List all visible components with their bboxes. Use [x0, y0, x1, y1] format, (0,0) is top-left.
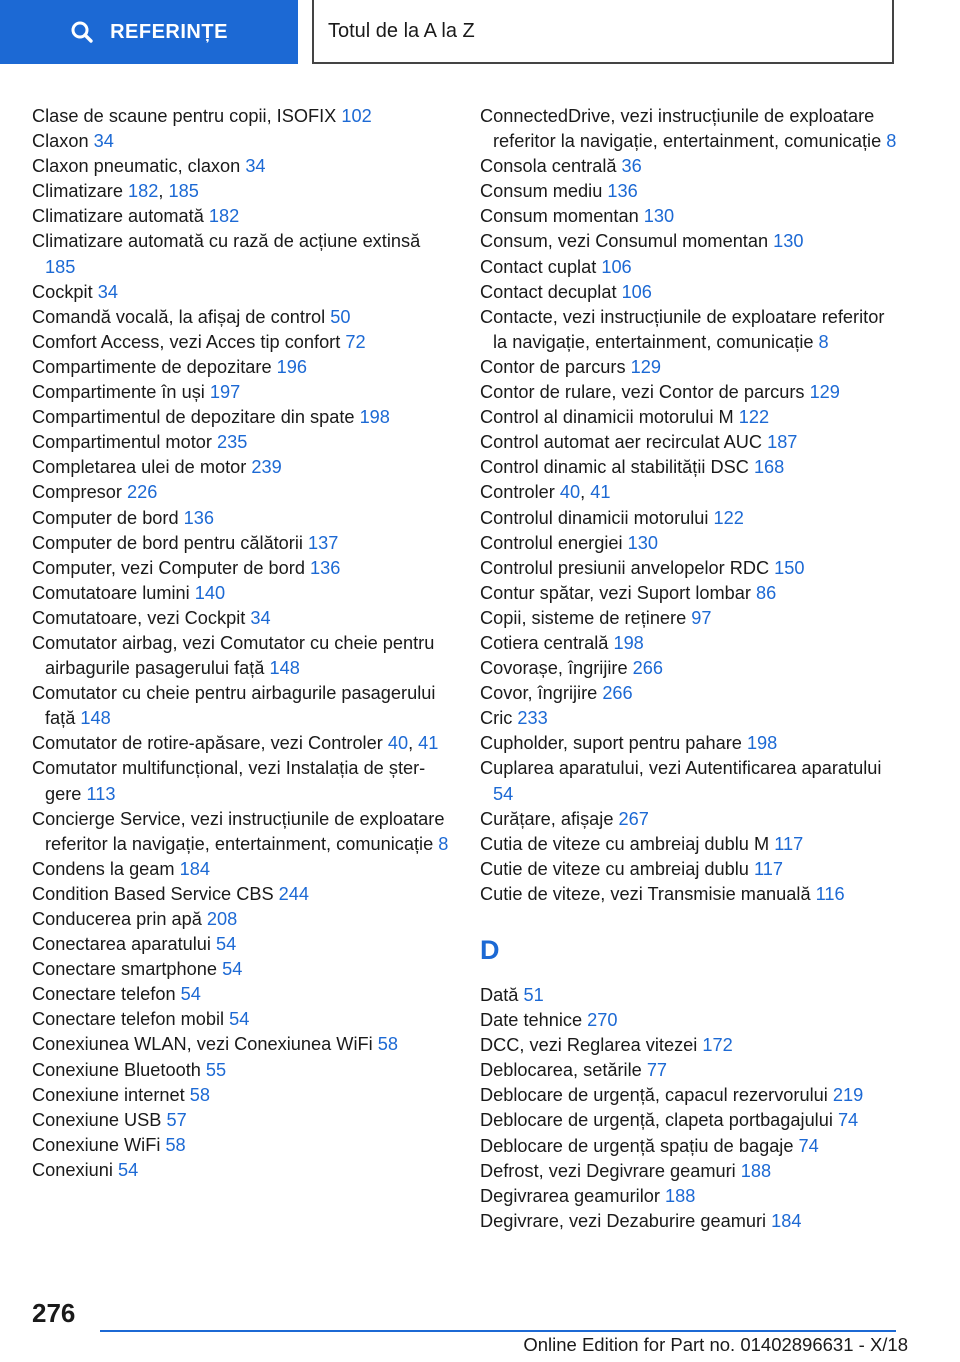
index-entry-term: Cotiera centrală — [480, 632, 614, 653]
page-link[interactable]: 196 — [276, 356, 308, 377]
index-entry-term: Comandă vocală, la afișaj de control — [32, 306, 331, 327]
index-entry-term: Cuplarea aparatului, vezi Autentificarea aparatului — [480, 758, 882, 779]
index-entry-term: Conexiuni — [32, 1159, 118, 1180]
page-link[interactable]: 34 — [245, 156, 266, 177]
index-entry — [480, 1134, 898, 1159]
page-link[interactable]: 226 — [127, 482, 158, 503]
index-entry — [480, 681, 898, 706]
index-entry-term: Controlul presiunii anvelopelor RDC — [480, 557, 775, 578]
page-link[interactable]: 168 — [753, 457, 785, 478]
index-entry — [480, 104, 898, 154]
index-entry — [32, 430, 450, 455]
page-link[interactable]: 188 — [740, 1160, 772, 1181]
index-entry — [480, 631, 898, 656]
page-link[interactable]: 148 — [269, 658, 300, 679]
index-entry-term: Condition Based Service CBS — [32, 883, 279, 904]
index-entry — [480, 1058, 898, 1083]
index-entry-term: Cupholder, suport pentru pahare — [480, 733, 747, 754]
page-link[interactable]: 86 — [755, 582, 777, 603]
page-link[interactable]: 54 — [222, 959, 243, 980]
index-entry — [480, 656, 898, 681]
index-entry-term: Curățare, afișaje — [480, 808, 619, 829]
index-entry-term: Computer de bord pentru călătorii — [32, 532, 308, 553]
footer-edition: Online Edition for Part no. 01402896631 - X/18 — [523, 1334, 908, 1355]
page-link[interactable]: 136 — [183, 507, 215, 528]
page-link[interactable]: 129 — [630, 356, 661, 377]
index-entry — [480, 731, 898, 756]
index-entry — [480, 1159, 898, 1184]
page-link[interactable]: 122 — [738, 407, 770, 428]
page-link[interactable]: 235 — [216, 432, 248, 453]
index-entry-term: Control dinamic al stabilității DSC — [480, 457, 754, 478]
page-link[interactable]: 122 — [713, 507, 744, 528]
index-entry — [32, 756, 450, 806]
index-entry — [480, 807, 898, 832]
index-entry — [480, 1008, 898, 1033]
index-entry — [32, 957, 450, 982]
page-link[interactable]: 40 — [387, 733, 409, 754]
index-entry — [480, 756, 898, 806]
index-entry-term: Comfort Access, vezi Acces tip confort — [32, 331, 346, 352]
index-entry-term: Consola centrală — [480, 156, 622, 177]
page-link[interactable]: 36 — [621, 156, 642, 177]
index-group-d — [480, 983, 898, 1234]
page-link[interactable]: 239 — [251, 457, 282, 478]
index-entry-term: Controlul energiei — [480, 532, 628, 553]
page-link[interactable]: 129 — [809, 382, 840, 403]
page-link[interactable]: 34 — [250, 607, 271, 628]
index-entry — [480, 455, 898, 480]
page-link[interactable]: 182 — [208, 206, 240, 227]
page-link[interactable]: 51 — [523, 985, 544, 1005]
index-entry-term: Deblocare de urgență, clapeta portbagajului — [480, 1110, 838, 1131]
index-entry-term: Climatizare automată cu rază de acțiune extinsă — [32, 231, 421, 252]
page-link[interactable]: 198 — [359, 407, 390, 428]
index-entry — [32, 380, 450, 405]
index-entry-term: Compartimentul de depozitare din spate — [32, 407, 360, 428]
index-entry-term: Contor de rulare, vezi Contor de parcurs — [480, 382, 810, 403]
index-entry: Controler 40, 41 — [480, 482, 611, 503]
index-entry — [32, 305, 450, 330]
page-link[interactable]: 172 — [702, 1035, 733, 1056]
index-entry-term: Comutator de rotire-apăsare, vezi Controler — [32, 733, 388, 754]
index-entry-term: Conectare telefon mobil — [32, 1009, 230, 1030]
page-link[interactable]: 270 — [587, 1010, 618, 1031]
page-link[interactable]: 8 — [818, 331, 829, 352]
index-entry — [480, 430, 898, 455]
index-entry-term: Control al dinamicii motorului M — [480, 407, 739, 428]
page-link[interactable]: 266 — [632, 658, 663, 679]
index-column-left — [32, 104, 450, 1183]
index-entry-term: Conectare telefon — [32, 984, 181, 1005]
index-entry — [480, 204, 898, 229]
index-entry-term: Consum momentan — [480, 206, 644, 227]
index-entry — [32, 907, 450, 932]
page-link[interactable]: 137 — [308, 532, 339, 553]
index-entry-term: Controlul dinamicii motorului — [480, 507, 714, 528]
index-entry-term: Conducerea prin apă — [32, 909, 207, 929]
page-link[interactable]: 116 — [815, 883, 845, 904]
page-link[interactable]: 182 — [128, 181, 159, 202]
index-entry-term: Contact cuplat — [480, 256, 602, 277]
page-link[interactable]: 117 — [753, 858, 783, 879]
index-entry — [32, 581, 450, 606]
index-entry-term: Degivrare, vezi Dezaburire geamuri — [480, 1210, 772, 1231]
page-link[interactable]: 77 — [646, 1060, 668, 1081]
page-link[interactable]: 197 — [209, 382, 241, 403]
index-entry — [480, 1184, 898, 1209]
tab-a-to-z[interactable] — [312, 0, 894, 64]
index-entry — [32, 355, 450, 380]
index-entry-term: Claxon — [32, 131, 94, 152]
index-entry-term: Cutia de viteze cu ambreiaj dublu M — [480, 833, 775, 854]
index-entry-term: Contact decuplat — [480, 281, 622, 302]
index-entry — [32, 1158, 450, 1183]
index-entry-term: Defrost, vezi Degivrare geamuri — [480, 1160, 741, 1181]
page-link[interactable]: 41 — [418, 733, 439, 754]
page-number: 276 — [32, 1298, 76, 1328]
index-entry — [480, 832, 898, 857]
index-entry — [480, 882, 898, 907]
tab-references[interactable] — [0, 0, 298, 64]
page-link[interactable]: 187 — [767, 432, 798, 453]
page-link[interactable]: 40 — [559, 482, 581, 503]
tab-references-label: REFERINȚE — [110, 20, 228, 43]
page-link[interactable]: 54 — [117, 1159, 139, 1180]
index-entry — [32, 556, 450, 581]
index-entry — [480, 1108, 898, 1133]
index-entry-term: Conexiune internet — [32, 1084, 190, 1105]
index-entry-term: Compartimente în uși — [32, 382, 210, 403]
index-entry — [32, 1058, 450, 1083]
index-entry — [32, 280, 450, 305]
section-letter-d: D — [480, 935, 500, 965]
index-entry-term: Contor de parcurs — [480, 356, 631, 377]
index-entry-term: Copii, sisteme de reținere — [480, 607, 692, 628]
index-entry — [480, 380, 898, 405]
index-entry — [480, 556, 898, 581]
index-entry — [32, 606, 450, 631]
index-entry — [480, 506, 898, 531]
index-entry — [32, 1133, 450, 1158]
page-link[interactable]: 106 — [601, 256, 632, 277]
index-entry-term: Clase de scaune pentru copii, ISOFIX — [32, 106, 342, 126]
page-link[interactable]: 188 — [664, 1185, 696, 1206]
index-entry-term: Comutator cu cheie pentru airbagurile pasagerului față — [32, 683, 436, 729]
index-entry-term: Consum mediu — [480, 181, 608, 202]
index-entry — [32, 204, 450, 229]
index-entry-term: Computer, vezi Computer de bord — [32, 557, 310, 578]
page-link[interactable]: 233 — [517, 708, 548, 729]
index-entry — [480, 405, 898, 430]
index-entry — [480, 706, 898, 731]
index-entry-term: ConnectedDrive, vezi instrucțiunile de exploatare referitor la navigație, entertainment, comunicație — [480, 106, 887, 152]
index-entry-term: Dată — [480, 985, 524, 1005]
footer-rule — [100, 1330, 896, 1332]
page-link[interactable]: 54 — [180, 984, 201, 1005]
index-entry — [480, 179, 898, 204]
index-entry — [32, 506, 450, 531]
index-entry — [32, 405, 450, 430]
page-link[interactable]: 58 — [189, 1084, 210, 1105]
index-entry-term: Compartimente de depozitare — [32, 356, 277, 377]
index-entry-term: Conectarea aparatului — [32, 934, 217, 955]
index-entry-term: Comutatoare lumini — [32, 582, 195, 603]
index-entry — [32, 330, 450, 355]
page-link[interactable]: 219 — [832, 1085, 864, 1106]
index-entry — [480, 305, 898, 355]
index-entry — [480, 154, 898, 179]
index-entry-term: Date tehnice — [480, 1010, 588, 1031]
page-link[interactable]: 58 — [377, 1034, 398, 1055]
page-link[interactable]: 150 — [774, 557, 805, 578]
page-link[interactable]: 185 — [168, 181, 199, 202]
index-entry-term: Contur spătar, vezi Suport lombar — [480, 582, 756, 603]
index-entry — [32, 932, 450, 957]
index-entry — [32, 631, 450, 681]
index-entry — [32, 982, 450, 1007]
index-entry-term: Condens la geam — [32, 858, 180, 879]
index-entry-term: Concierge Service, vezi instrucțiunile de exploatare referitor la navigație, entertainment, comunicație — [32, 808, 445, 854]
index-entry: Comutator de rotire-apăsare, vezi Controler 40, 41 — [32, 733, 439, 754]
index-entry-term: Claxon pneumatic, claxon — [32, 156, 246, 177]
index-entry — [32, 681, 450, 731]
page-link[interactable]: 208 — [206, 909, 238, 929]
index-entry-term: Cric — [480, 708, 518, 729]
index-entry-term: Control automat aer recirculat AUC — [480, 432, 768, 453]
page-link[interactable]: 8 — [438, 833, 449, 854]
page-link[interactable]: 102 — [341, 106, 372, 126]
index-entry — [480, 229, 898, 254]
index-entry — [480, 255, 898, 280]
index-entry — [32, 807, 450, 857]
index-entry-term: Climatizare automată — [32, 206, 209, 227]
page-link[interactable]: 266 — [602, 683, 633, 704]
page-link[interactable]: 113 — [86, 783, 116, 804]
index-entry — [32, 857, 450, 882]
page-link[interactable]: 72 — [345, 331, 366, 352]
index-entry — [32, 129, 450, 154]
index-entry-term: Degivrarea geamurilor — [480, 1185, 665, 1206]
page-link[interactable]: 57 — [166, 1109, 187, 1130]
index-entry — [32, 154, 450, 179]
page-link[interactable]: 54 — [229, 1009, 250, 1030]
page-link[interactable]: 130 — [643, 206, 675, 227]
index-entry-term: Climatizare — [32, 181, 129, 202]
index-entry — [32, 1007, 450, 1032]
index-entry — [480, 1033, 898, 1058]
page-link[interactable]: 136 — [607, 181, 638, 202]
index-entry — [32, 480, 450, 505]
index-entry — [480, 606, 898, 631]
page-link[interactable]: 54 — [493, 783, 514, 804]
index-entry — [32, 455, 450, 480]
index-entry — [480, 983, 898, 1008]
page-link[interactable]: 140 — [194, 582, 226, 603]
index-entry-term: Cutie de viteze cu ambreiaj dublu — [480, 858, 754, 879]
page-link[interactable]: 136 — [310, 557, 341, 578]
index-entry — [480, 531, 898, 556]
index-group-c — [480, 104, 898, 907]
index-entry-term: Deblocarea, setările — [480, 1060, 647, 1081]
index-entry — [32, 1032, 450, 1057]
page-link[interactable]: 74 — [798, 1135, 819, 1156]
index-entry — [480, 1209, 898, 1234]
page-link[interactable]: 8 — [886, 131, 897, 152]
index-entry — [480, 581, 898, 606]
page-link[interactable]: 184 — [771, 1210, 802, 1231]
index-entry-term: Deblocare de urgență spațiu de bagaje — [480, 1135, 799, 1156]
index-column-right — [480, 104, 898, 1234]
page-link[interactable]: 198 — [746, 733, 778, 754]
page-link[interactable]: 106 — [621, 281, 652, 302]
index-entry — [480, 355, 898, 380]
index-entry-term: Cutie de viteze, vezi Transmisie manuală — [480, 883, 816, 904]
page-link[interactable]: 34 — [97, 281, 118, 302]
index-entry-term: Cockpit — [32, 281, 98, 302]
index-entry-term: Conectare smartphone — [32, 959, 223, 980]
search-icon — [70, 20, 94, 44]
index-entry-term: Comutator airbag, vezi Comutator cu cheie pentru airbagurile pasagerului față — [32, 632, 435, 679]
index-entry — [32, 104, 450, 129]
index-entry — [480, 857, 898, 882]
index-entry — [32, 531, 450, 556]
page-link[interactable]: 198 — [613, 632, 644, 653]
index-entry-term: Computer de bord — [32, 507, 184, 528]
page-link[interactable]: 58 — [165, 1134, 186, 1155]
index-entry-term: Deblocare de urgență, capacul rezervorului — [480, 1085, 833, 1106]
index-entry-term: Conexiune USB — [32, 1109, 167, 1130]
index-entry-term: Compartimentul motor — [32, 432, 217, 453]
index-entry — [32, 1083, 450, 1108]
index-entry-term: Conexiune Bluetooth — [32, 1059, 206, 1080]
page-link[interactable]: 55 — [205, 1059, 227, 1080]
page-link[interactable]: 130 — [773, 231, 804, 252]
page-link[interactable]: 50 — [330, 306, 351, 327]
page-link[interactable]: 267 — [618, 808, 649, 829]
index-entry-term: Completarea ulei de motor — [32, 457, 252, 478]
index-entry — [32, 229, 450, 279]
index-entry-term: Consum, vezi Consumul momentan — [480, 231, 774, 252]
page-link[interactable]: 34 — [93, 131, 114, 152]
page-link[interactable]: 148 — [80, 708, 111, 729]
page-link[interactable]: 184 — [179, 858, 210, 879]
tab-a-to-z-label: Totul de la A la Z — [328, 19, 475, 42]
index-entry-term: Contacte, vezi instrucțiunile de exploatare referitor la navigație, entertainment, comunicație — [480, 306, 885, 352]
index-entry-term: Comutator multifuncțional, vezi Instalația de ștergere — [32, 758, 426, 804]
page-link[interactable]: 185 — [45, 256, 76, 277]
index-entry — [480, 1083, 898, 1108]
index-entry-term: Controler — [480, 482, 560, 503]
index-entry — [480, 280, 898, 305]
page-link[interactable]: 97 — [691, 607, 712, 628]
page-link[interactable]: 54 — [216, 934, 237, 955]
index-entry-term: Comutatoare, vezi Cockpit — [32, 607, 251, 628]
index-entry — [32, 1108, 450, 1133]
page-link[interactable]: 117 — [774, 833, 804, 854]
index-entry-term: DCC, vezi Reglarea vitezei — [480, 1035, 703, 1056]
index-entry-term: Compresor — [32, 482, 128, 503]
index-entry-term: Conexiune WiFi — [32, 1134, 166, 1155]
page-link[interactable]: 41 — [590, 482, 611, 503]
page-link[interactable]: 244 — [278, 883, 310, 904]
index-entry-term: Conexiunea WLAN, vezi Conexiunea WiFi — [32, 1034, 378, 1055]
index-entry-term: Covorașe, îngrijire — [480, 658, 633, 679]
index-entry: Climatizare 182, 185 — [32, 181, 199, 202]
page-link[interactable]: 74 — [837, 1110, 859, 1131]
index-entry — [32, 882, 450, 907]
page-link[interactable]: 130 — [627, 532, 658, 553]
index-entry-term: Covor, îngrijire — [480, 683, 603, 704]
